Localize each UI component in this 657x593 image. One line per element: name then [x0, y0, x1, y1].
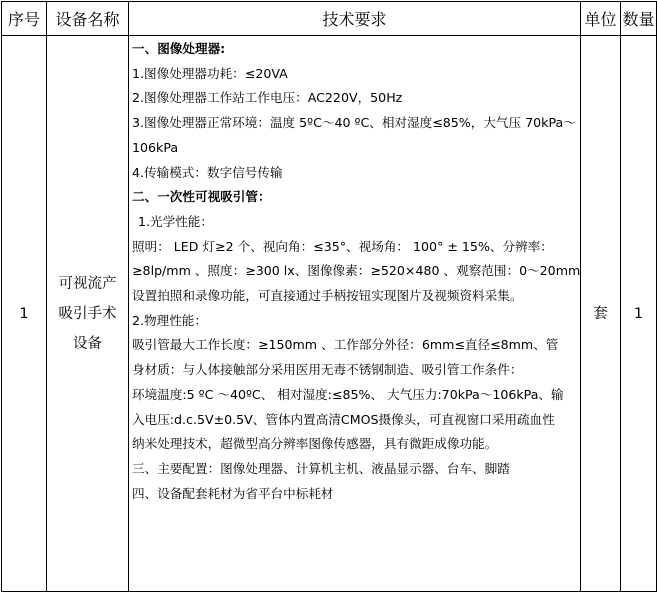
requirement-line-main-config: 三、主要配置：图像处理器、计算机主机、液晶显示器、台车、脚踏: [132, 460, 510, 476]
requirement-line: 3.图像处理器正常环境：温度 5ºC～40 ºC、相对湿度≤85%，大气压 70kPa～: [132, 115, 576, 131]
header-unit: 单位: [581, 2, 621, 36]
requirement-line: 1.图像处理器功耗：≤20VA: [132, 65, 288, 81]
requirement-line: 1.光学性能：: [138, 213, 213, 229]
header-requirements: 技术要求: [129, 2, 581, 36]
header-name: 设备名称: [47, 2, 129, 36]
requirement-line: 照明： LED 灯≥2 个、视向角：≤35°、视场角： 100° ± 15%、分辨率：: [132, 238, 553, 254]
header-index: 序号: [2, 2, 47, 36]
requirement-line: 吸引管最大工作长度：≥150mm 、工作部分外径：6mm≤直径≤8mm、管: [132, 337, 559, 353]
requirement-line: 环境温度:5 ºC ～40ºC、 相对湿度:≤85%、 大气压力:70kPa～106kPa、输: [132, 386, 564, 402]
requirement-line: 纳米处理技术，超微型高分辨率图像传感器，具有微距成像功能。: [132, 436, 498, 452]
device-name-line: 可视流产: [58, 275, 117, 292]
requirement-line: ≥8lp/mm 、照度：≥300 lx、图像像素：≥520×480 、观察范围：0～20mm: [132, 263, 580, 279]
device-name-line: 设备: [73, 335, 102, 352]
requirement-line: 设置拍照和录像功能，可直接通过手柄按钮实现图片及视频资料采集。: [132, 288, 523, 304]
header-quantity: 数量: [621, 2, 657, 36]
row-requirements: [129, 36, 581, 592]
requirement-line: 2.图像处理器工作站工作电压：AC220V，50Hz: [132, 90, 403, 106]
row-device-name: [47, 36, 129, 592]
requirement-line: 106kPa: [132, 139, 179, 155]
section-heading-suction-tube: 二、一次性可视吸引管：: [132, 189, 271, 205]
row-index: 1: [2, 36, 47, 592]
spec-table: [1, 1, 657, 592]
row-unit: 套: [581, 36, 621, 592]
device-name-line: 吸引手术: [58, 305, 117, 322]
requirement-line: 4.传输模式：数字信号传输: [132, 164, 283, 180]
section-heading-image-processor: 一、图像处理器:: [132, 41, 226, 56]
requirement-line: 身材质：与人体接触部分采用医用无毒不锈钢制造、吸引管工作条件：: [132, 362, 523, 378]
requirement-line: 入电压:d.c.5V±0.5V、管体内置高清CMOS摄像头，可直视窗口采用疏血性: [132, 411, 555, 427]
header-row: [2, 2, 657, 36]
table-row: [2, 36, 657, 592]
requirement-line: 2.物理性能：: [132, 312, 207, 328]
row-quantity: 1: [621, 36, 657, 592]
requirement-line-consumables: 四、设备配套耗材为省平台中标耗材: [132, 485, 334, 501]
